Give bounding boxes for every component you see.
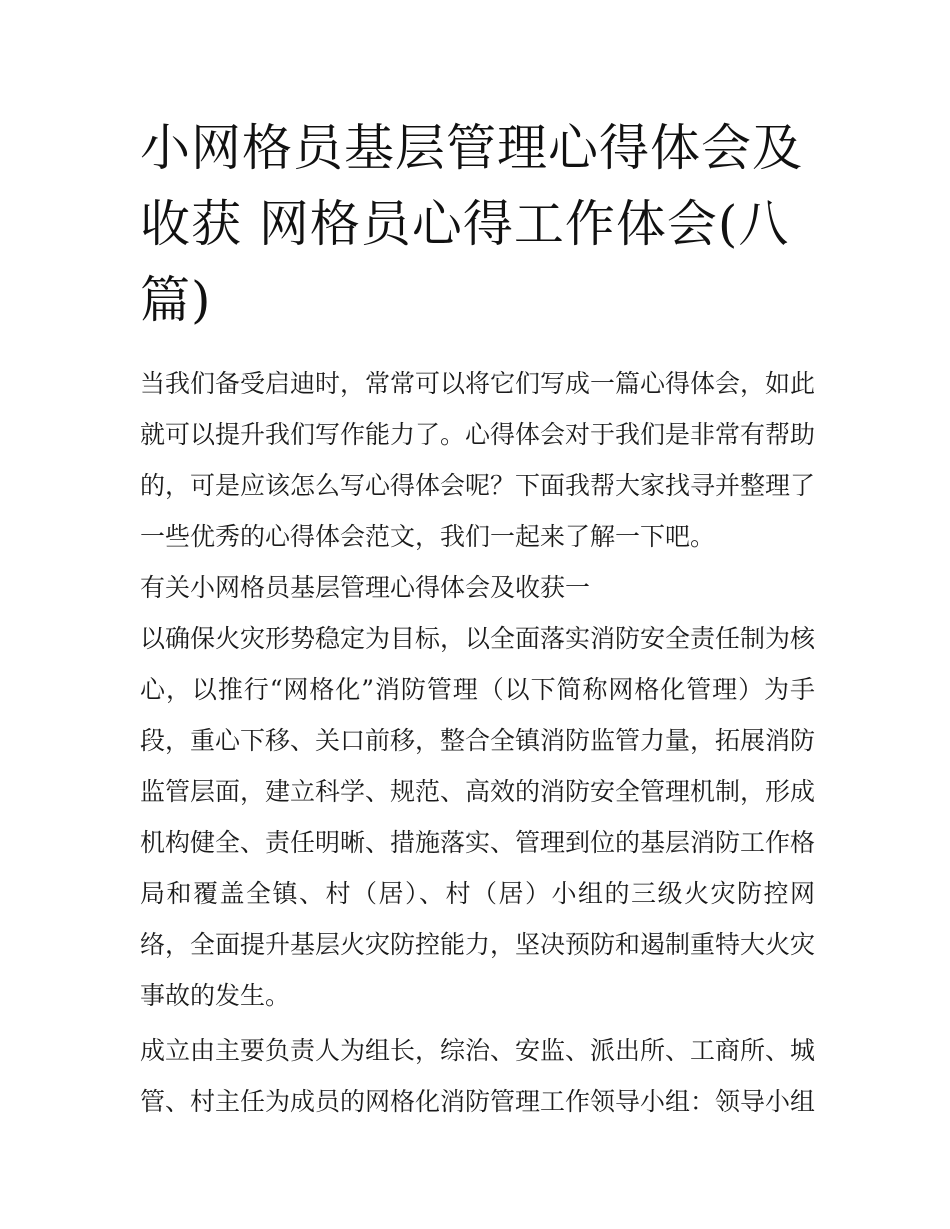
- page-title: 小网格员基层管理心得体会及收获 网格员心得工作体会(八篇): [140, 119, 803, 329]
- body-paragraph-2: 成立由主要负责人为组长，综治、安监、派出所、工商所、城管、村主任为成员的网格化消防管理工作领导小组：领导小组: [140, 1036, 816, 1116]
- body-paragraph-1: 以确保火灾形势稳定为目标，以全面落实消防安全责任制为核心，以推行“网格化”消防管理（以下简称网格化管理）为手段，重心下移、关口前移，整合全镇消防监管力量，拓展消防监管层面，建立科学、规范、高效的消防安全管理机制，形成机构健全、责任明晰、措施落实、管理到位的基层消防工作格局和覆盖全镇、村（居）、村（居）小组的三级火灾防控网络，全面提升基层火灾防控能力，坚决预防和遏制重特大火灾事故的发生。: [140, 624, 816, 1010]
- section-heading: 有关小网格员基层管理心得体会及收获一: [140, 573, 591, 602]
- document-body: [140, 110, 815, 1127]
- intro-paragraph: 当我们备受启迪时，常常可以将它们写成一篇心得体会，如此就可以提升我们写作能力了。心得体会对于我们是非常有帮助的，可是应该怎么写心得体会呢？下面我帮大家找寻并整理了一些优秀的心得体会范文，我们一起来了解一下吧。: [140, 369, 816, 551]
